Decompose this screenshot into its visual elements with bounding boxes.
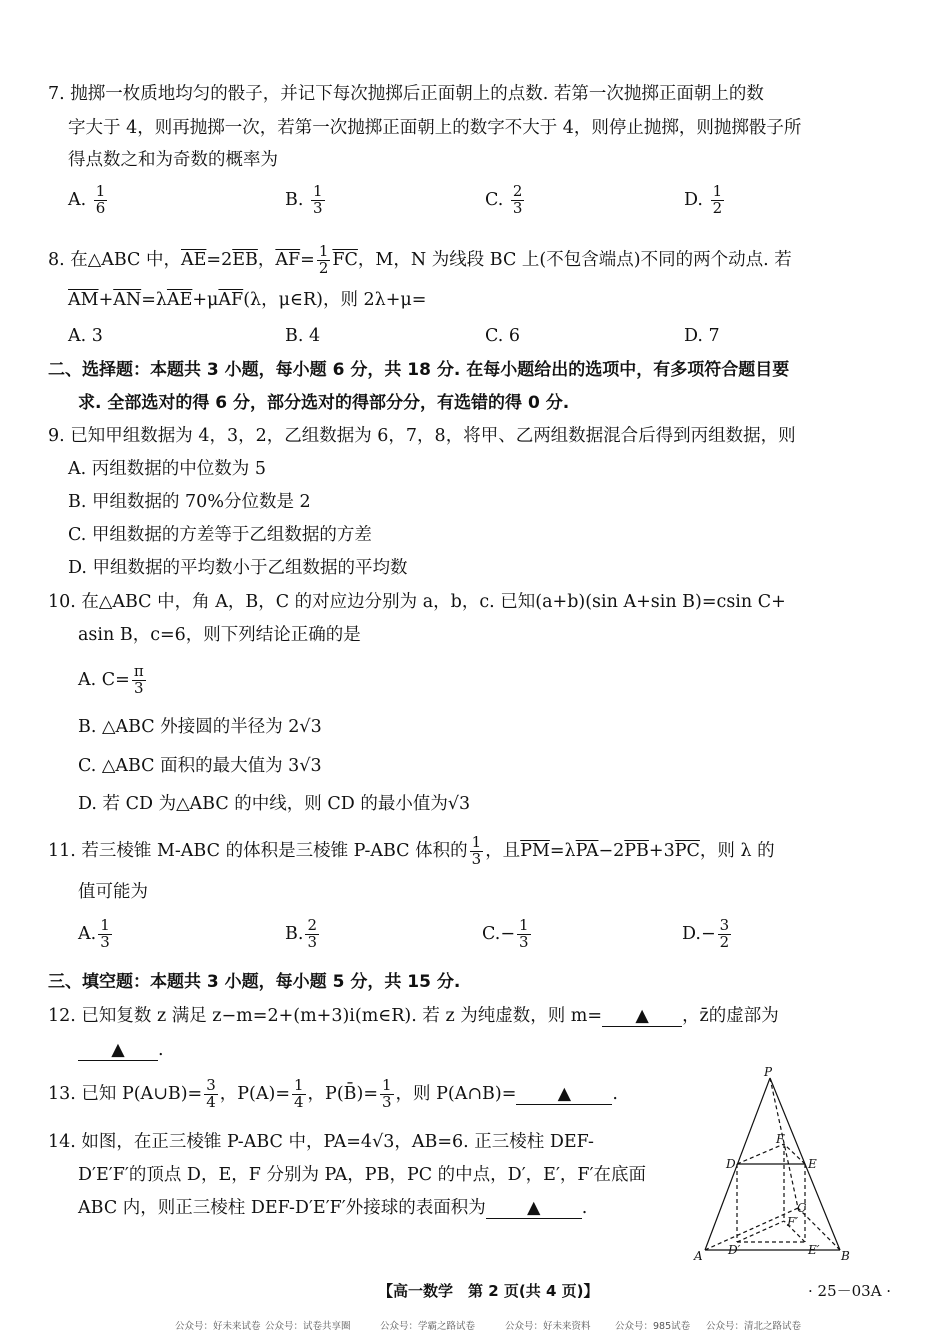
label-p: P bbox=[764, 1066, 773, 1079]
q14-line-1: 14. 如图，在正三棱锥 P-ABC 中，PA=4√3，AB=6. 正三棱柱 DEF- bbox=[48, 1132, 594, 1152]
q8-option-d: D. 7 bbox=[684, 326, 720, 346]
q13-blank[interactable]: ▲ bbox=[516, 1085, 612, 1105]
q8-option-c: C. 6 bbox=[485, 326, 521, 346]
q12-blank-2[interactable]: ▲ bbox=[78, 1041, 158, 1061]
q12-line-1: 12. 已知复数 z 满足 z−m=2+(m+3)i(m∈R). 若 z 为纯虚数，则 m= ▲ ，z̄的虚部为 bbox=[48, 1006, 779, 1026]
label-f: F bbox=[776, 1132, 785, 1146]
q9-option-c: C. 甲组数据的方差等于乙组数据的方差 bbox=[68, 525, 372, 545]
watermark-1: 公众号：好未来试卷 bbox=[175, 1321, 261, 1332]
q8-option-a: A. 3 bbox=[68, 326, 103, 346]
label-b: B bbox=[841, 1249, 850, 1263]
label-d: D bbox=[726, 1157, 736, 1171]
q11-option-c: C.− $\frac{1}{3}$ bbox=[482, 916, 529, 951]
q10-option-d: D. 若 CD 为△ABC 的中线，则 CD 的最小值为√3 bbox=[78, 794, 471, 814]
label-c: C bbox=[797, 1201, 807, 1215]
q9-option-b: B. 甲组数据的 70%分位数是 2 bbox=[68, 492, 311, 512]
label-e: E bbox=[808, 1157, 817, 1171]
q14-line-3: ABC 内，则正三棱柱 DEF-D′E′F′外接球的表面积为 ▲ . bbox=[78, 1198, 588, 1218]
q7-option-c: C. $\frac{2}{3}$ bbox=[485, 182, 523, 217]
q12-line-2: ▲ . bbox=[78, 1040, 164, 1061]
q8-line-1: 8. 在△ABC 中，$\overline{AE}=2\overline{EB}$，$\overline{AF}=$ $\frac{1}{2}$ $\overline{FC}$，M，N 为线段 BC 上(不包含端点)不同的两个动点. 若 bbox=[48, 242, 792, 277]
q10-option-c: C. △ABC 面积的最大值为 3√3 bbox=[78, 756, 322, 776]
q12-blank-1[interactable]: ▲ bbox=[602, 1007, 682, 1027]
watermark-4: 公众号：好未来资料 bbox=[505, 1321, 591, 1332]
q7-option-a: A. $\frac{1}{6}$ bbox=[68, 182, 106, 217]
label-d-prime: D′ bbox=[728, 1243, 741, 1257]
label-e-prime: E′ bbox=[808, 1243, 820, 1257]
watermark-6: 公众号：清北之路试卷 bbox=[706, 1321, 802, 1332]
q8-line-2: $\overline{AM}+\overline{AN}=\lambda\overline{AE}+\mu\overline{AF}(\lambda$，μ∈R)，则 2λ+μ= bbox=[68, 290, 427, 310]
watermark-2: 公众号：试卷共享圈 bbox=[265, 1321, 351, 1332]
q10-line-1: 10. 在△ABC 中，角 A，B，C 的对应边分别为 a，b，c. 已知(a+b)(sin A+sin B)=csin C+ bbox=[48, 592, 786, 612]
q9-option-d: D. 甲组数据的平均数小于乙组数据的平均数 bbox=[68, 558, 408, 578]
label-a: A bbox=[694, 1249, 703, 1263]
q10-line-2: asin B，c=6，则下列结论正确的是 bbox=[78, 625, 361, 645]
q13-line: 13. 已知 P(A∪B)= $\frac{3}{4}$ ，P(A)= $\frac{1}{4}$ ，P(B̄)= $\frac{1}{3}$ ，则 P(A∩B)= ▲ . bbox=[48, 1076, 618, 1111]
label-f-prime: F′ bbox=[787, 1215, 799, 1229]
q10-option-a: A. C= $\frac{\pi}{3}$ bbox=[78, 662, 144, 697]
q8-option-b: B. 4 bbox=[285, 326, 321, 346]
section-3-heading: 三、填空题：本题共 3 小题，每小题 5 分，共 15 分. bbox=[48, 972, 461, 992]
q11-line-2: 值可能为 bbox=[78, 882, 148, 902]
q14-line-2: D′E′F′的顶点 D，E，F 分别为 PA，PB，PC 的中点，D′，E′，F′在底面 bbox=[78, 1165, 647, 1185]
watermark-3: 公众号：学霸之路试卷 bbox=[380, 1321, 476, 1332]
q11-line-1: 11. 若三棱锥 M-ABC 的体积是三棱锥 P-ABC 体积的 $\frac{1}{3}$ ，且$\overline{PM}=\lambda\overline{PA}-2\overline{PB}+3\overline{PC}$，则 λ 的 bbox=[48, 833, 775, 868]
pyramid-prism-figure bbox=[690, 1066, 860, 1266]
footer-code: · 25－03A · bbox=[808, 1282, 892, 1300]
q11-option-a: A. $\frac{1}{3}$ bbox=[78, 916, 110, 951]
q10-option-b: B. △ABC 外接圆的半径为 2√3 bbox=[78, 717, 322, 737]
q7-line-1: 7. 抛掷一枚质地均匀的骰子，并记下每次抛掷后正面朝上的点数. 若第一次抛掷正面朝上的数 bbox=[48, 84, 764, 104]
q7-option-d: D. $\frac{1}{2}$ bbox=[684, 182, 723, 217]
watermark-5: 公众号：985试卷 bbox=[615, 1321, 691, 1332]
q7-line-3: 得点数之和为奇数的概率为 bbox=[68, 150, 278, 170]
section-2-heading-line-2: 求. 全部选对的得 6 分，部分选对的得部分分，有选错的得 0 分. bbox=[78, 393, 570, 413]
footer-title: 【高一数学 第 2 页(共 4 页)】 bbox=[378, 1282, 599, 1300]
q9-stem: 9. 已知甲组数据为 4，3，2，乙组数据为 6，7，8，将甲、乙两组数据混合后得到丙组数据，则 bbox=[48, 426, 796, 446]
q7-option-b: B. $\frac{1}{3}$ bbox=[285, 182, 323, 217]
q7-line-2: 字大于 4，则再抛掷一次，若第一次抛掷正面朝上的数字不大于 4，则停止抛掷，则抛掷骰子所 bbox=[68, 118, 802, 138]
q11-option-b: B. $\frac{2}{3}$ bbox=[285, 916, 317, 951]
q11-option-d: D.− $\frac{3}{2}$ bbox=[682, 916, 730, 951]
section-2-heading-line-1: 二、选择题：本题共 3 小题，每小题 6 分，共 18 分. 在每小题给出的选项中，有多项符合题目要 bbox=[48, 360, 790, 380]
q14-blank[interactable]: ▲ bbox=[486, 1199, 582, 1219]
q9-option-a: A. 丙组数据的中位数为 5 bbox=[68, 459, 266, 479]
